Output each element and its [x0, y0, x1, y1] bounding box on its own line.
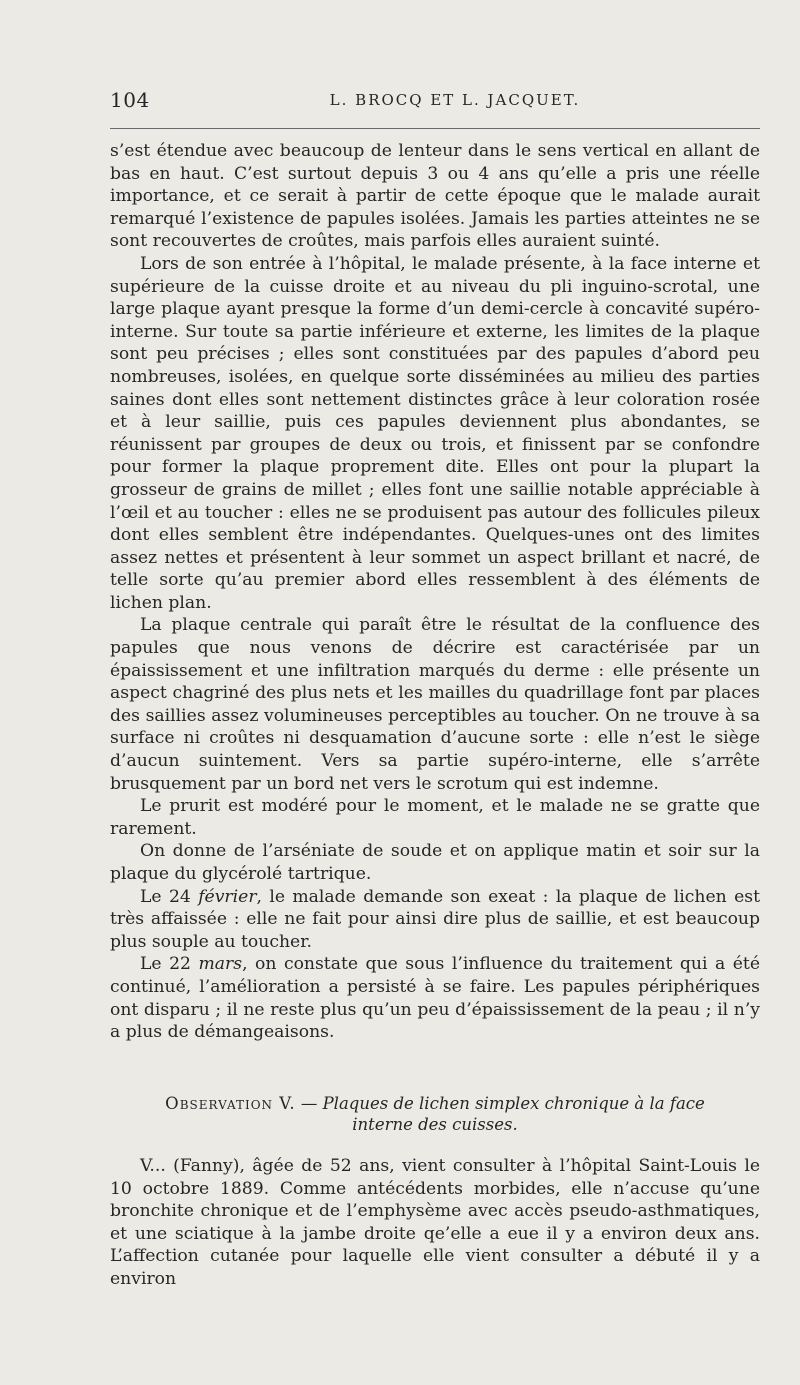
body-text	[110, 140, 760, 1044]
paragraph-treatment: On donne de l’arséniate de soude et on applique matin et soir sur la plaque du glycérolé tartrique.	[110, 841, 760, 884]
paragraph-continuation: s’est étendue avec beaucoup de lenteur dans le sens vertical en allant de bas en haut. C’est surtout depuis 3 ou 4 ans qu’elle a pris une réelle importance, et ce serait à partir de cette époque que le malade aurait remarqué l’existence de papules isolées. Jamais les parties atteintes ne se sont recouvertes de croûtes, mais parfois elles auraient suinté.	[110, 141, 760, 252]
running-head: L. BROCQ ET L. JACQUET.	[329, 91, 581, 109]
paragraph-fevrier	[110, 886, 760, 954]
header-rule	[110, 128, 760, 129]
page-number: 104	[110, 88, 150, 112]
fevrier-date: février	[198, 886, 257, 907]
paragraph-central-plaque: La plaque centrale qui paraît être le résultat de la confluence des papules que nous venons de décrire est caractérisée par un épaississement et une infiltration marqués du derme : elle présente un aspect chagriné des plus nets et les mailles du quadrillage font par places des saillies assez volumineuses perceptibles au toucher. On ne trouve à sa surface ni croûtes ni desquamation d’aucune sorte : elle n’est le siège d’aucun suintement. Vers sa partie supéro-interne, elle s’arrête brusquement par un bord net vers le scrotum qui est indemne.	[110, 615, 760, 794]
observation-title-line2: interne des cuisses.	[352, 1115, 518, 1134]
paragraph-entry-hospital: Lors de son entrée à l’hôpital, le malade présente, à la face interne et supérieure de la cuisse droite et au niveau du pli inguino-scrotal, une large plaque ayant presque la forme d’un demi-cercle à concavité supéro-interne. Sur toute sa partie inférieure et externe, les limites de la plaque sont peu précises ; elles sont constituées par des papules d’abord peu nombreuses, isolées, en quelque sorte disséminées au milieu des parties saines dont elles sont nettement distinctes grâce à leur coloration rosée et à leur saillie, puis ces papules deviennent plus abondantes, se réunissent par groupes de deux ou trois, et finissent par se confondre pour former la plaque proprement dite. Elles ont pour la plupart la grosseur de grains de millet ; elles font une saillie notable appréciable à l’œil et au toucher : elles ne se produisent pas autour des follicules pileux dont elles semblent être indépendantes. Quelques-unes ont des limites assez nettes et présentent à leur sommet un aspect brillant et nacré, de telle sorte qu’au premier abord elles ressemblent à des éléments de lichen plan.	[110, 253, 760, 613]
observation-label: Observation V.	[165, 1094, 296, 1113]
case-text	[110, 1155, 760, 1291]
observation-title-line1: Plaques de lichen simplex chronique à la face	[322, 1094, 705, 1113]
fevrier-text: , le malade demande son exeat : la plaque de lichen est très affaissée : elle ne fait pour ainsi dire plus de saillie, et est beaucoup plus souple au toucher.	[110, 886, 760, 952]
page-header	[110, 88, 760, 116]
paragraph-mars	[110, 953, 760, 1043]
mars-date: mars	[198, 954, 243, 975]
observation-heading	[110, 1093, 760, 1135]
observation-dash: —	[295, 1094, 323, 1113]
fevrier-prefix: Le 24	[140, 886, 199, 907]
paragraph-case: V... (Fanny), âgée de 52 ans, vient consulter à l’hôpital Saint-Louis le 10 octobre 1889. Comme antécédents morbides, elle n’accuse qu’une bronchite chronique et de l’emphysème avec accès pseudo-asthmatiques, et une sciatique à la jambe droite qe’elle a eue il y a environ deux ans. L’affection cutanée pour laquelle elle vient consulter a débuté il y a environ	[110, 1156, 760, 1289]
mars-text: , on constate que sous l’influence du traitement qui a été continué, l’amélioration a persisté à se faire. Les papules périphériques ont disparu ; il ne reste plus qu’un peu d’épaississement de la peau ; il n’y a plus de démangeaisons.	[110, 954, 760, 1043]
mars-prefix: Le 22	[140, 954, 199, 975]
paragraph-prurit: Le prurit est modéré pour le moment, et le malade ne se gratte que rarement.	[110, 796, 760, 839]
